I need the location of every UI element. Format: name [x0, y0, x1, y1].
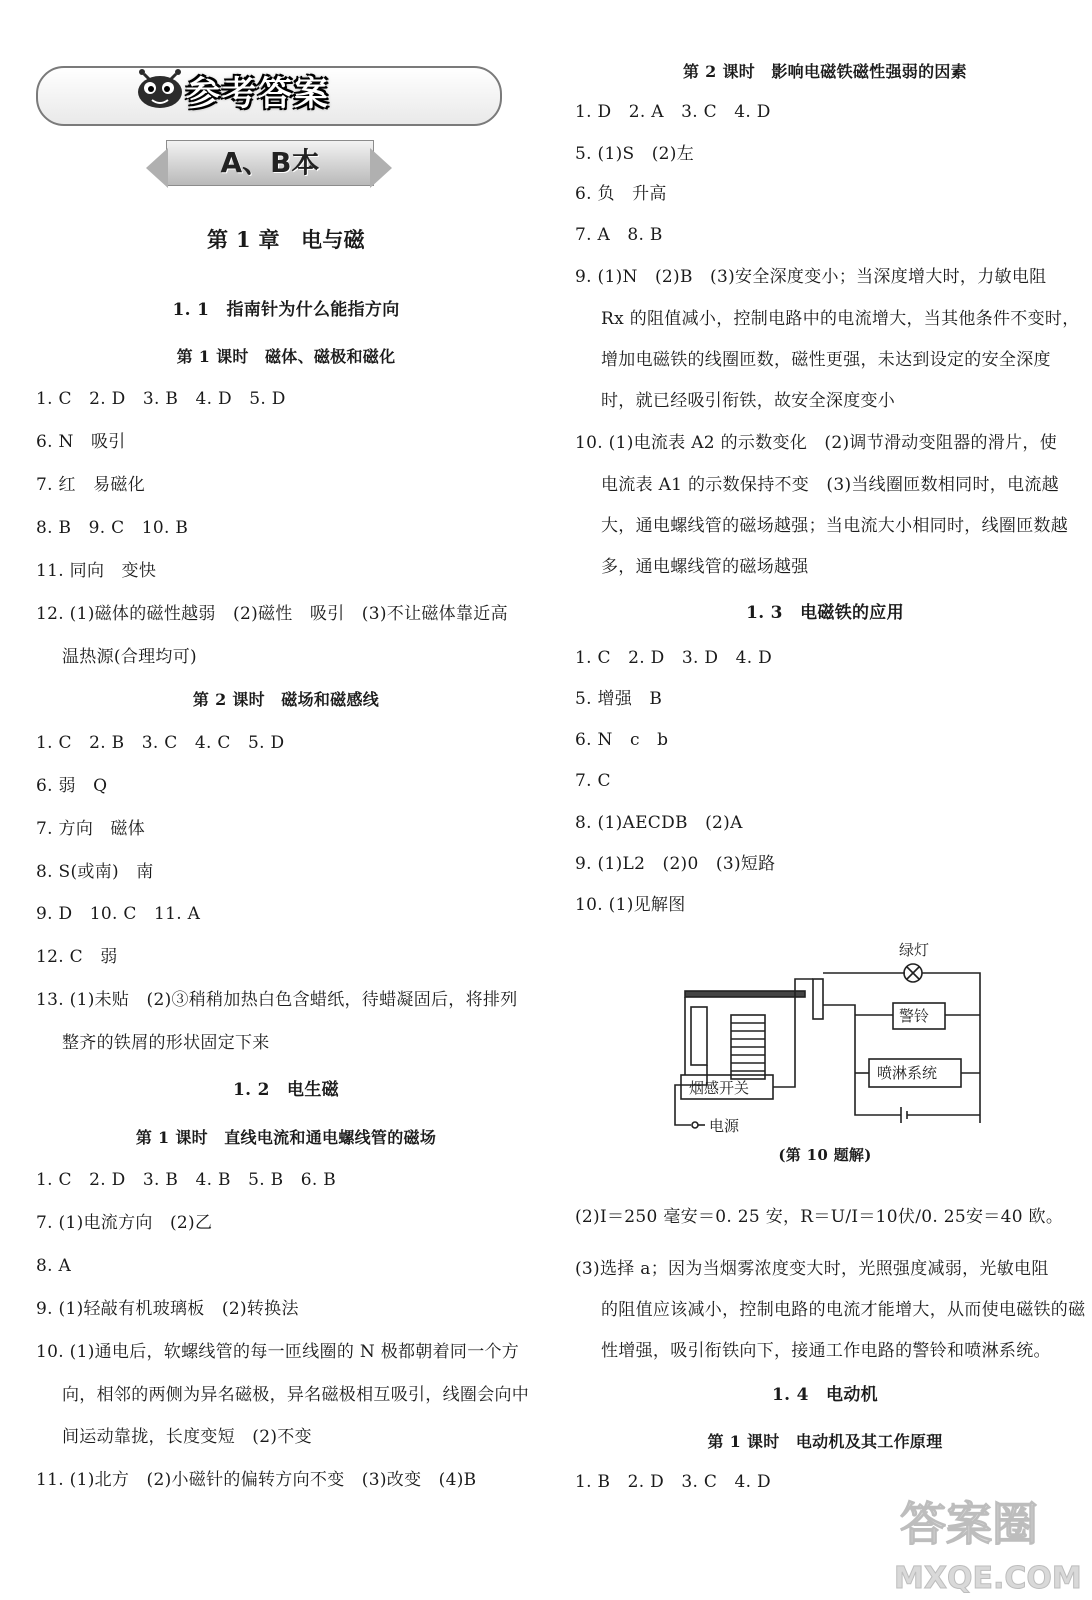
- answer-line: (2)I＝250 毫安＝0. 25 安，R＝U/I＝10伏/0. 25安＝40 欧。: [575, 1207, 1064, 1227]
- answer-line: 温热源(合理均可): [62, 647, 197, 667]
- answer-line: (3)选择 a；因为当烟雾浓度变大时，光照强度减弱，光敏电阻: [575, 1259, 1049, 1279]
- smoke-switch-label: 烟感开关: [689, 1079, 750, 1097]
- answer-line: 8. B 9. C 10. B: [36, 518, 189, 538]
- answer-line: 整齐的铁屑的形状固定下来: [62, 1033, 270, 1053]
- chapter-title: 第 1 章 电与磁: [207, 227, 365, 252]
- answer-line: 12. C 弱: [36, 947, 118, 967]
- section-heading: 1. 4 电动机: [772, 1385, 878, 1405]
- section-ribbon: A、B本: [166, 140, 374, 186]
- answer-line: 6. N 吸引: [36, 432, 126, 452]
- answer-line: 大，通电螺线管的磁场越强；当电流大小相同时，线圈匝数越: [601, 516, 1069, 536]
- answer-line: 13. (1)未贴 (2)③稍稍加热白色含蜡纸，待蜡凝固后，将排列: [36, 990, 518, 1010]
- answer-line: 5. (1)S (2)左: [575, 144, 695, 164]
- alarm-label: 警铃: [899, 1007, 930, 1025]
- answer-line: 9. (1)L2 (2)0 (3)短路: [575, 854, 776, 874]
- answer-line: 多，通电螺线管的磁场越强: [601, 557, 809, 577]
- answer-line: 8. A: [36, 1256, 72, 1276]
- answer-line: 8. S(或南) 南: [36, 862, 154, 882]
- section-heading: 1. 2 电生磁: [233, 1080, 339, 1100]
- answer-line: 7. 红 易磁化: [36, 475, 146, 495]
- answer-line: 7. 方向 磁体: [36, 819, 146, 839]
- answer-line: 向，相邻的两侧为异名磁极，异名磁极相互吸引，线圈会向中: [62, 1385, 530, 1405]
- answer-line: 1. C 2. D 3. B 4. B 5. B 6. B: [36, 1170, 337, 1190]
- ribbon-left-tail-icon: [146, 148, 168, 188]
- answer-line: 6. N c b: [575, 730, 669, 750]
- answer-line: 10. (1)见解图: [575, 895, 686, 915]
- answer-line: 9. (1)N (2)B (3)安全深度变小；当深度增大时，力敏电阻: [575, 267, 1047, 287]
- answer-line: 9. (1)轻敲有机玻璃板 (2)转换法: [36, 1299, 299, 1319]
- answer-line: 7. C: [575, 771, 611, 791]
- lesson-heading: 第 1 课时 直线电流和通电螺线管的磁场: [135, 1128, 437, 1147]
- green-lamp-label: 绿灯: [899, 941, 930, 959]
- answer-line: 1. C 2. D 3. B 4. D 5. D: [36, 389, 286, 409]
- watermark-url: MXQE.COM: [894, 1561, 1082, 1596]
- lesson-heading: 第 1 课时 磁体、磁极和磁化: [176, 347, 396, 366]
- watermark-brand: 答案圈: [900, 1497, 1038, 1551]
- ribbon-right-tail-icon: [370, 148, 392, 188]
- lesson-heading: 第 1 课时 电动机及其工作原理: [707, 1432, 943, 1451]
- answer-line: 11. 同向 变快: [36, 561, 157, 581]
- answer-line: 7. A 8. B: [575, 225, 663, 245]
- banner-title: 参考答案: [186, 74, 330, 114]
- answer-line: Rx 的阻值减小，控制电路中的电流增大，当其他条件不变时，: [601, 309, 1080, 329]
- answer-line: 1. D 2. A 3. C 4. D: [575, 102, 771, 122]
- answer-line: 的阻值应该减小，控制电路的电流才能增大，从而使电磁铁的磁: [601, 1300, 1086, 1320]
- figure-caption: (第 10 题解): [778, 1146, 872, 1164]
- section-heading: 1. 1 指南针为什么能指方向: [172, 300, 400, 320]
- answer-line: 性增强，吸引衔铁向下，接通工作电路的警铃和喷淋系统。: [601, 1341, 1051, 1361]
- answer-line: 11. (1)北方 (2)小磁针的偏转方向不变 (3)改变 (4)B: [36, 1470, 477, 1490]
- lesson-heading: 第 2 课时 影响电磁铁磁性强弱的因素: [683, 62, 967, 81]
- answer-line: 10. (1)通电后，软螺线管的每一匝线圈的 N 极都朝着同一个方: [36, 1342, 520, 1362]
- answer-line: 12. (1)磁体的磁性越弱 (2)磁性 吸引 (3)不让磁体靠近高: [36, 604, 508, 624]
- answer-line: 1. B 2. D 3. C 4. D: [575, 1472, 771, 1492]
- answer-line: 5. 增强 B: [575, 689, 663, 709]
- power-label: 电源: [709, 1117, 740, 1135]
- lesson-heading: 第 2 课时 磁场和磁感线: [192, 690, 380, 709]
- answer-line: 9. D 10. C 11. A: [36, 904, 201, 924]
- answer-line: 1. C 2. D 3. D 4. D: [575, 648, 773, 668]
- answer-line: 电流表 A1 的示数保持不变 (3)当线圈匝数相同时，电流越: [601, 475, 1059, 495]
- sprinkler-label: 喷淋系统: [877, 1064, 938, 1082]
- answer-line: 6. 弱 Q: [36, 776, 108, 796]
- answer-line: 增加电磁铁的线圈匝数，磁性更强，未达到设定的安全深度: [601, 350, 1051, 370]
- answer-line: 6. 负 升高: [575, 184, 667, 204]
- circuit-diagram: [655, 935, 995, 1145]
- answer-line: 8. (1)AECDB (2)A: [575, 813, 743, 833]
- answer-line: 10. (1)电流表 A2 的示数变化 (2)调节滑动变阻器的滑片，使: [575, 433, 1057, 453]
- answer-line: 时，就已经吸引衔铁，故安全深度变小: [601, 391, 896, 411]
- section-heading: 1. 3 电磁铁的应用: [746, 603, 904, 623]
- answer-line: 间运动靠拢，长度变短 (2)不变: [62, 1427, 312, 1447]
- watermark-logo: [880, 1470, 1090, 1600]
- answer-line: 7. (1)电流方向 (2)乙: [36, 1213, 213, 1233]
- answer-line: 1. C 2. B 3. C 4. C 5. D: [36, 733, 285, 753]
